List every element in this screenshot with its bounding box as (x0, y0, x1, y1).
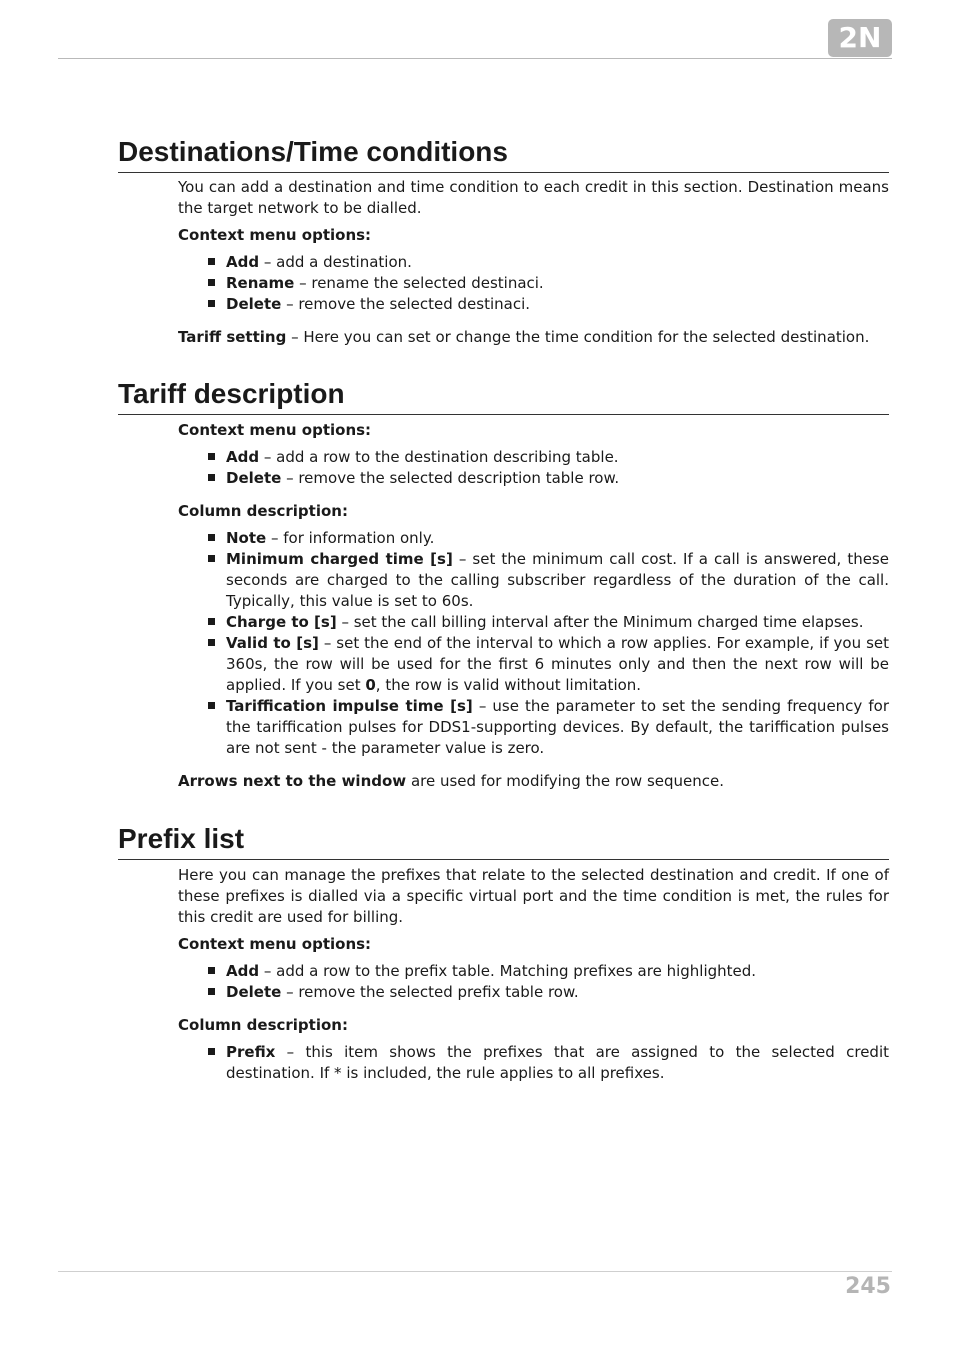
item-desc: – add a destination. (259, 253, 412, 271)
arrows-paragraph (178, 771, 889, 792)
item-desc-after: , the row is valid without limitation. (375, 676, 642, 694)
list-item (226, 294, 889, 315)
item-desc: – set the call billing interval after the Minimum charged time elapses. (336, 613, 864, 631)
item-desc: – add a row to the destination describing table. (259, 448, 619, 466)
list-item (226, 528, 889, 549)
item-term: Delete (226, 469, 282, 487)
context-menu-label: Context menu options: (178, 935, 372, 953)
context-menu-label: Context menu options: (178, 226, 372, 244)
list-item (226, 468, 889, 489)
item-desc: – rename the selected destinaci. (294, 274, 544, 292)
list-item (226, 982, 889, 1003)
item-desc: – use the parameter to set the sending frequency for the tariffication pulses for DDS1-supporting devices. By default, the tariffication pulses are not sent - the parameter value is zero. (226, 697, 889, 757)
column-description-label: Column description: (178, 502, 348, 520)
intro-paragraph: Here you can manage the prefixes that relate to the selected destination and credit. If one of these prefixes is dialled via a specific virtual port and the time condition is met, the rules for this credit are used for billing. (178, 866, 889, 926)
list-item (226, 612, 889, 633)
item-term: Minimum charged time [s] (226, 550, 453, 568)
item-desc: – remove the selected prefix table row. (281, 983, 579, 1001)
item-term: Charge to [s] (226, 613, 337, 631)
section-title-prefix-list: Prefix list (118, 823, 889, 860)
list-item (226, 696, 889, 759)
column-description-label: Column description: (178, 1016, 348, 1034)
tariff-setting-term: Tariff setting (178, 328, 287, 346)
column-description-list (178, 528, 889, 759)
item-term: Valid to [s] (226, 634, 319, 652)
tariff-setting-desc: – Here you can set or change the time condition for the selected destination. (286, 328, 870, 346)
item-desc: – set the end of the interval to which a row applies. For example, if you set 360s, the row will be used for the first 6 minutes only and then the next row will be applied. If you set (226, 634, 889, 694)
section-body-destinations (178, 177, 889, 348)
item-desc: – remove the selected destinaci. (281, 295, 531, 313)
section-body-prefix-list (178, 865, 889, 1084)
item-term: Rename (226, 274, 295, 292)
item-term: Add (226, 962, 260, 980)
tariff-setting-paragraph (178, 327, 889, 348)
item-desc: – add a row to the prefix table. Matching prefixes are highlighted. (259, 962, 757, 980)
column-description-list (178, 1042, 889, 1084)
arrows-term: Arrows next to the window (178, 772, 407, 790)
list-item (226, 633, 889, 696)
list-item (226, 252, 889, 273)
list-item (226, 273, 889, 294)
context-menu-list (178, 252, 889, 315)
arrows-desc: are used for modifying the row sequence. (406, 772, 725, 790)
brand-logo: 2N (828, 19, 892, 57)
context-menu-list (178, 961, 889, 1003)
item-term: Delete (226, 983, 282, 1001)
item-desc: – remove the selected description table row. (281, 469, 620, 487)
section-body-tariff-description (178, 420, 889, 792)
section-title-destinations: Destinations/Time conditions (118, 136, 889, 173)
footer-divider (58, 1271, 892, 1272)
item-term: Tariffication impulse time [s] (226, 697, 473, 715)
context-menu-list (178, 447, 889, 489)
list-item (226, 961, 889, 982)
item-term: Add (226, 448, 260, 466)
item-term: Delete (226, 295, 282, 313)
item-desc: – set the minimum call cost. If a call is answered, these seconds are charged to the calling subscriber regardless of the duration of the call. Typically, this value is set to 60s. (226, 550, 889, 610)
list-item (226, 447, 889, 468)
section-title-tariff-description: Tariff description (118, 378, 889, 415)
item-desc: – this item shows the prefixes that are assigned to the selected credit destination. If * is included, the rule applies to all prefixes. (226, 1043, 889, 1082)
item-term: Add (226, 253, 260, 271)
page-number: 245 (845, 1274, 891, 1299)
item-desc: – for information only. (266, 529, 435, 547)
item-desc-bold-value: 0 (365, 676, 376, 694)
item-term: Note (226, 529, 267, 547)
context-menu-label: Context menu options: (178, 421, 372, 439)
list-item (226, 549, 889, 612)
list-item (226, 1042, 889, 1084)
intro-paragraph: You can add a destination and time condition to each credit in this section. Destination means the target network to be dialled. (178, 178, 889, 217)
item-term: Prefix (226, 1043, 276, 1061)
